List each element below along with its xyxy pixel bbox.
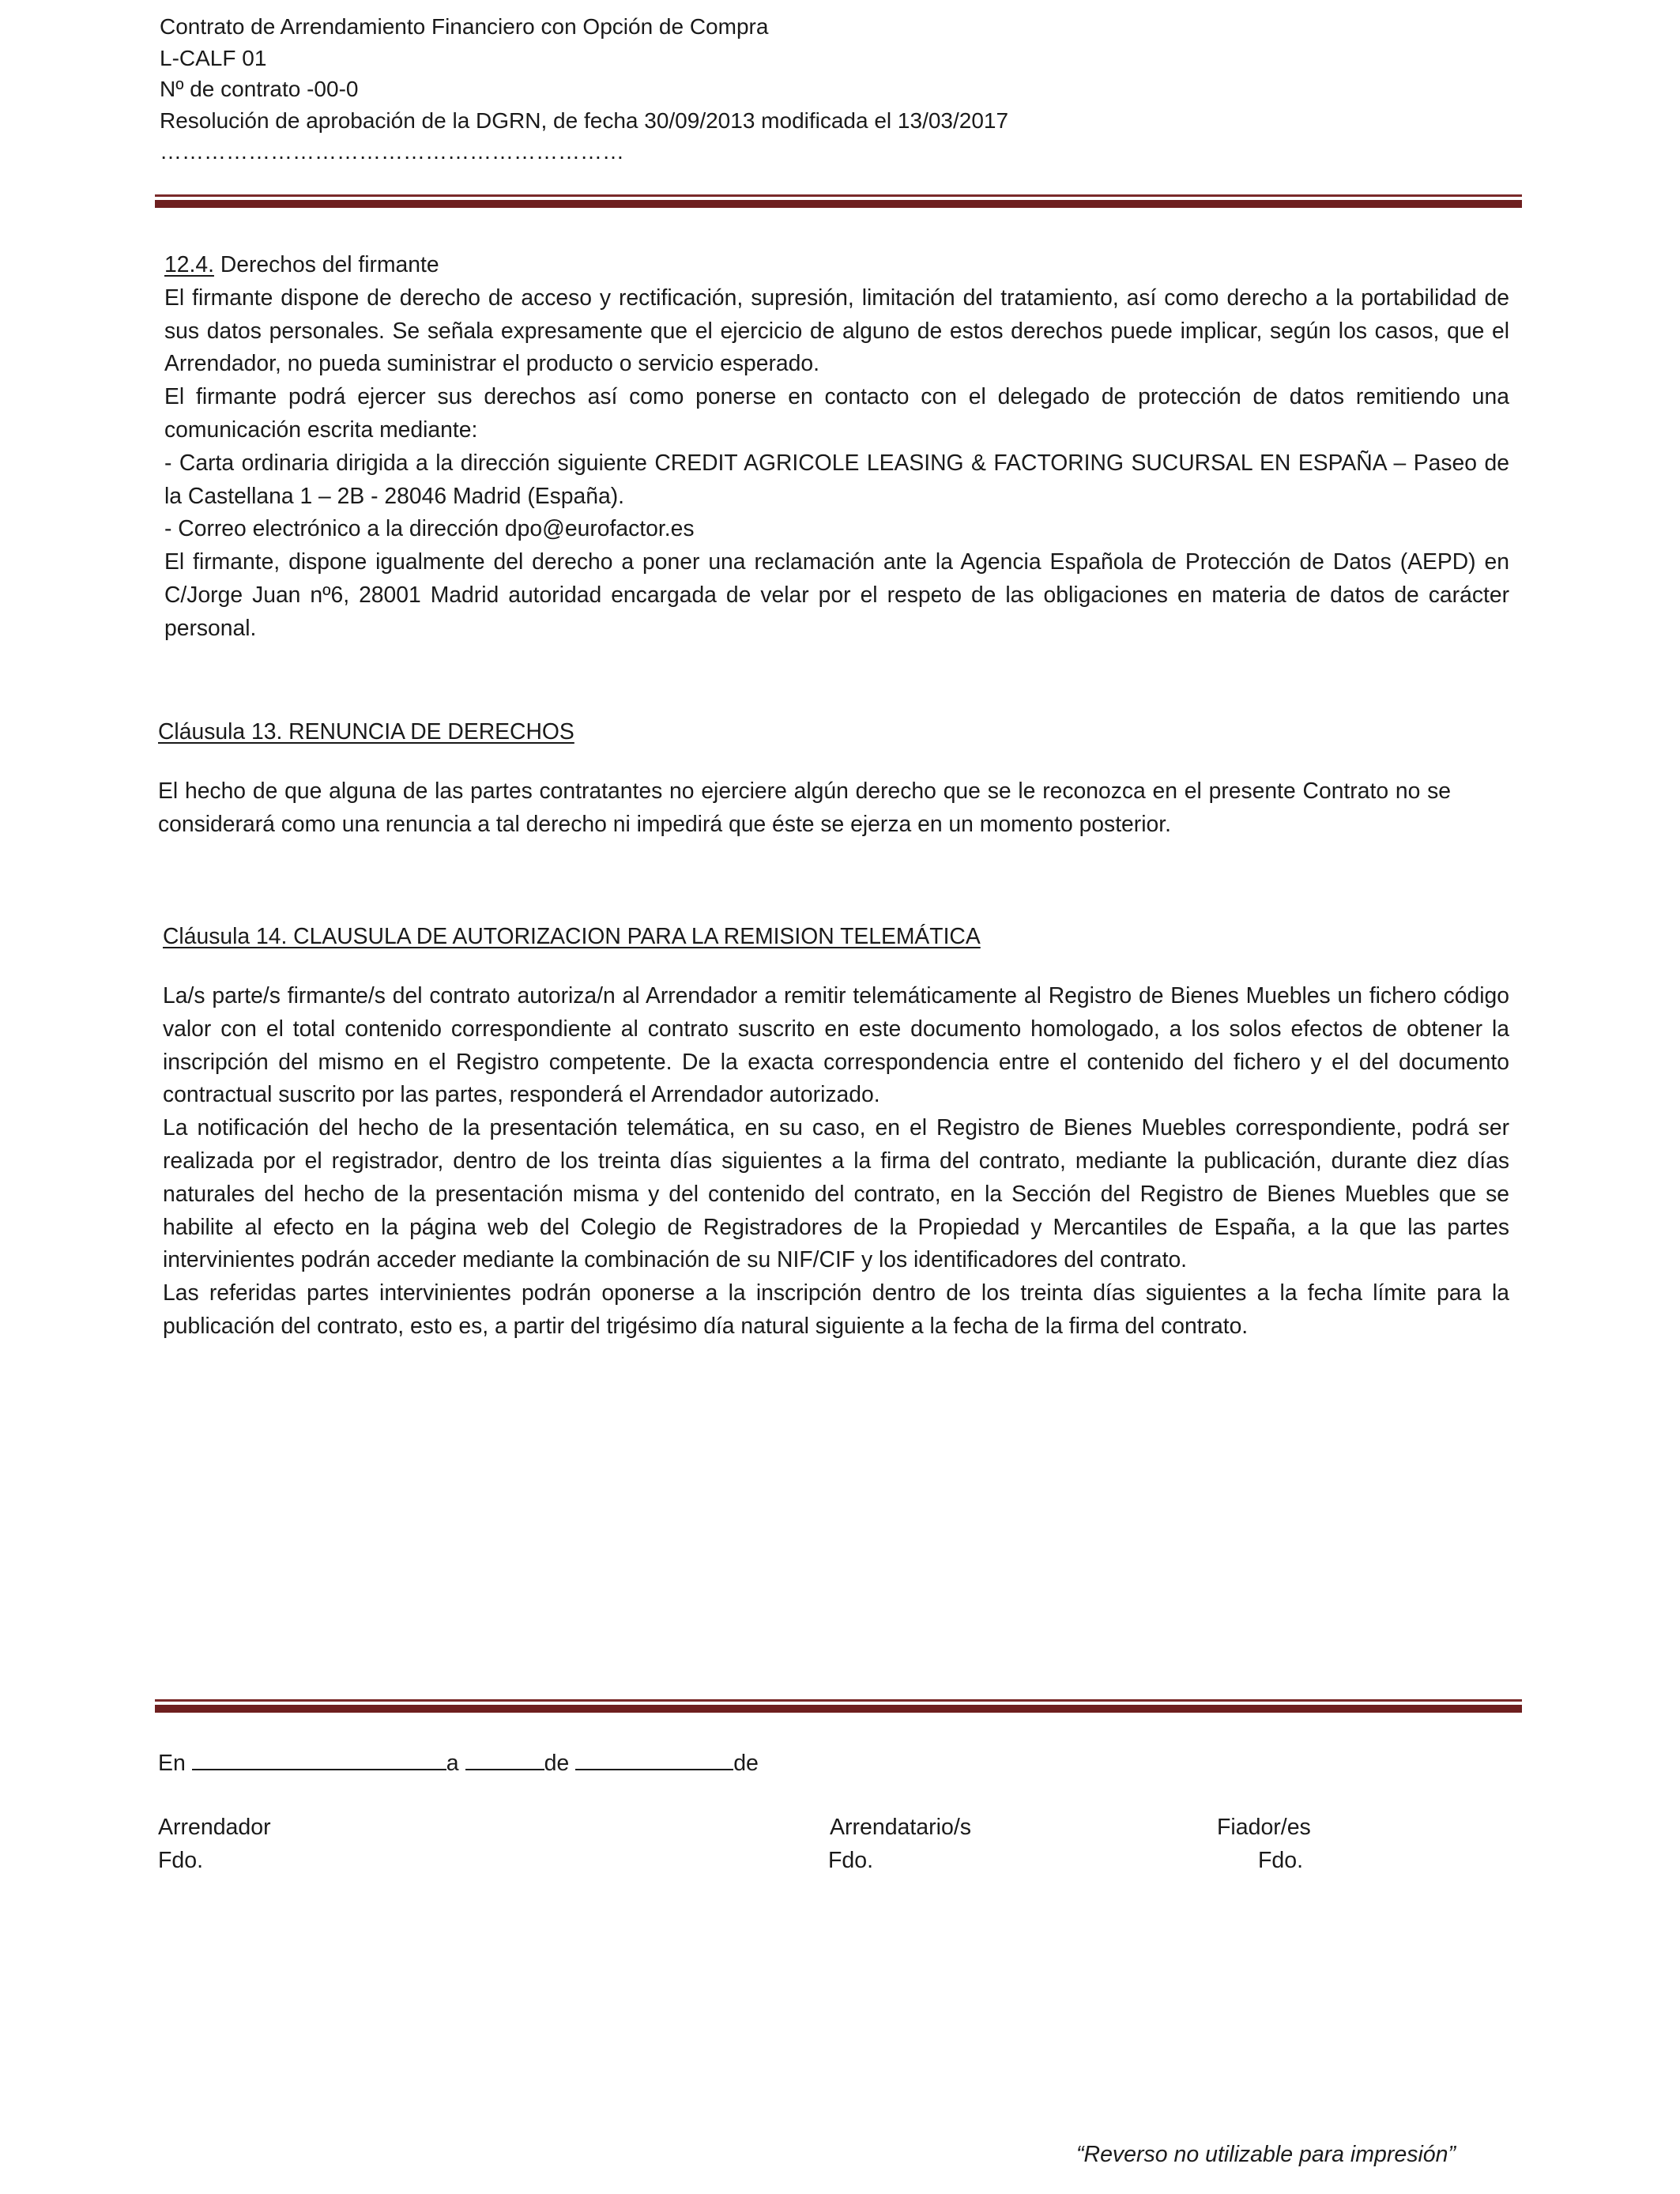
clause-14 <box>163 919 1509 1343</box>
de-label: de <box>544 1751 570 1776</box>
clause-14-paragraph: La/s parte/s firmante/s del contrato autoriza/n al Arrendador a remitir telemáticamente al Registro de Bienes Muebles un fichero código valor con el total contenido correspondiente al contrato suscrito en este documento homologado, a los solos efectos de obtener la inscripción del mismo en el Registro competente. De la exacta correspondencia entre el contenido del fichero y el del documento contractual suscrito por las partes, responderá el Arrendador autorizado. <box>163 982 1509 1107</box>
top-divider-thick <box>155 200 1522 208</box>
de-label: de <box>733 1751 759 1776</box>
section-12-4-paragraph: - Correo electrónico a la dirección dpo@eurofactor.es <box>164 515 695 541</box>
section-12-4-title: Derechos del firmante <box>220 251 439 277</box>
contract-number: Nº de contrato -00-0 <box>160 77 359 101</box>
clause-13 <box>158 714 1451 841</box>
month-blank[interactable] <box>575 1750 733 1770</box>
top-divider <box>155 194 1522 208</box>
bottom-divider-thick <box>155 1705 1522 1713</box>
day-blank[interactable] <box>465 1750 544 1770</box>
contract-title: Contrato de Arrendamiento Financiero con Opción de Compra <box>160 14 769 39</box>
section-12-4-paragraph: - Carta ordinaria dirigida a la dirección siguiente CREDIT AGRICOLE LEASING & FACTORING SUCURSAL EN ESPAÑA – Paseo de la Castellana 1 – 2B - 28046 Madrid (España). <box>164 449 1509 508</box>
role-fiador-sign: Fdo. <box>1258 1848 1304 1873</box>
role-fiador-title: Fiador/es <box>1217 1815 1311 1840</box>
bottom-divider <box>155 1699 1522 1713</box>
clause-13-body: El hecho de que alguna de las partes contratantes no ejerciere algún derecho que se le reconozca en el presente Contrato no se considerará como una renuncia a tal derecho ni impedirá que éste se ejerza en un momento posterior. <box>158 778 1451 836</box>
clause-13-heading: Cláusula 13. RENUNCIA DE DERECHOS <box>158 718 574 744</box>
place-date-line <box>158 1750 759 1777</box>
role-arrendador-sign: Fdo. <box>158 1848 204 1873</box>
place-label: En <box>158 1751 186 1776</box>
place-blank[interactable] <box>192 1750 446 1770</box>
a-label: a <box>446 1751 459 1776</box>
role-arrendatario-sign: Fdo. <box>828 1848 874 1873</box>
footer-note: “Reverso no utilizable para impresión” <box>1076 2142 1456 2167</box>
section-12-4-paragraph: El firmante dispone de derecho de acceso y rectificación, supresión, limitación del tratamiento, así como derecho a la portabilidad de sus datos personales. Se señala expresamente que el ejercicio de alguno de estos derechos puede implicar, según los casos, que el Arrendador, no pueda suministrar el producto o servicio esperado. <box>164 284 1509 376</box>
clause-14-paragraph: Las referidas partes intervinientes podrán oponerse a la inscripción dentro de los treinta días siguientes a la fecha límite para la publicación del contrato, esto es, a partir del trigésimo día natural siguiente a la fecha de la firma del contrato. <box>163 1280 1509 1338</box>
role-arrendador-title: Arrendador <box>158 1815 271 1840</box>
approval-resolution: Resolución de aprobación de la DGRN, de fecha 30/09/2013 modificada el 13/03/2017 <box>160 107 1009 133</box>
section-12-4-number: 12.4. <box>164 251 214 277</box>
section-12-4-heading <box>164 248 1509 281</box>
section-12-4 <box>164 248 1509 645</box>
section-12-4-paragraph: El firmante podrá ejercer sus derechos así como ponerse en contacto con el delegado de protección de datos remitiendo una comunicación escrita mediante: <box>164 383 1509 442</box>
clause-14-heading: Cláusula 14. CLAUSULA DE AUTORIZACION PARA LA REMISION TELEMÁTICA <box>163 923 981 948</box>
contract-code: L-CALF 01 <box>160 45 267 70</box>
document-header <box>160 11 1519 168</box>
section-12-4-paragraph: El firmante, dispone igualmente del derecho a poner una reclamación ante la Agencia Española de Protección de Datos (AEPD) en C/Jorge Juan nº6, 28001 Madrid autoridad encargada de velar por el respeto de las obligaciones en materia de datos de carácter personal. <box>164 548 1509 640</box>
header-dots: ……………………………………………………… <box>160 139 624 164</box>
role-arrendatario-title: Arrendatario/s <box>830 1815 972 1840</box>
clause-14-body <box>163 979 1509 1343</box>
clause-14-paragraph: La notificación del hecho de la presentación telemática, en su caso, en el Registro de Bienes Muebles correspondiente, podrá ser realizada por el registrador, dentro de los treinta días siguientes a la firma del contrato, mediante la publicación, durante diez días naturales del hecho de la presentación misma y del contenido del contrato, en la Sección del Registro de Bienes Muebles que se habilite al efecto en la página web del Colegio de Registradores de la Propiedad y Mercantiles de España, a la que las partes intervinientes podrán acceder mediante la combinación de su NIF/CIF y los identificadores del contrato. <box>163 1114 1509 1272</box>
